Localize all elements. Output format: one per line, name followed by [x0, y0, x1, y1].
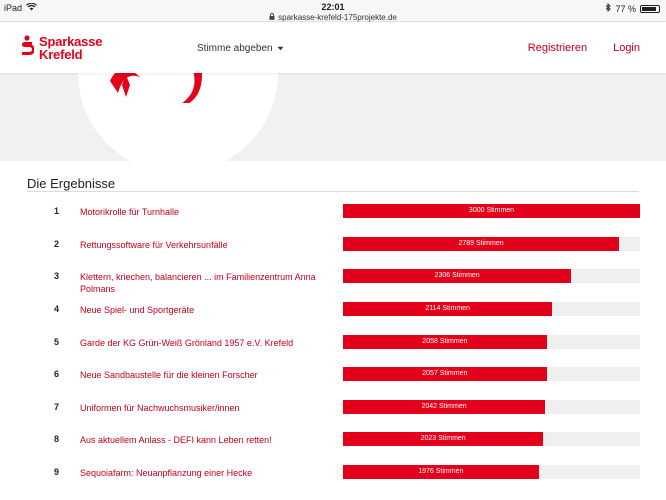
result-title-link[interactable]: Garde der KG Grün-Weiß Grönland 1957 e.V. Krefeld: [80, 338, 294, 348]
hero-banner: [0, 73, 666, 161]
result-rank: 2: [54, 239, 60, 249]
result-row: [0, 228, 666, 260]
status-bar: [0, 0, 666, 22]
result-title-link[interactable]: Uniformen für Nachwuchsmusiker/innen: [80, 403, 240, 413]
vote-count-label: 2306 Stimmen: [434, 272, 480, 279]
lock-icon: [269, 13, 275, 22]
result-title-link[interactable]: Neue Spiel- und Sportgeräte: [80, 305, 195, 315]
result-row: [0, 293, 666, 325]
result-row: [0, 260, 666, 292]
sparkasse-s-icon: [20, 35, 34, 57]
address-bar[interactable]: [0, 13, 666, 22]
vote-bar: [343, 432, 640, 446]
result-rank: 4: [54, 304, 60, 314]
result-rank: 3: [54, 271, 60, 281]
result-rank: 1: [54, 206, 60, 216]
hero-logo-graphic: [110, 73, 220, 103]
vote-menu[interactable]: [197, 43, 284, 54]
vote-count-label: 2023 Stimmen: [420, 435, 466, 442]
result-row: [0, 358, 666, 390]
result-title-link[interactable]: Neue Sandbaustelle für die kleinen Forscher: [80, 370, 258, 380]
result-row: [0, 456, 666, 488]
device-label: iPad: [4, 3, 23, 13]
vote-menu-label: Stimme abgeben: [197, 43, 273, 54]
result-title-link[interactable]: Motorikrolle für Turnhalle: [80, 207, 180, 217]
battery-percent: 77 %: [615, 3, 636, 14]
vote-bar: [343, 367, 640, 381]
vote-count-label: 2042 Stimmen: [421, 403, 467, 410]
account-links: [528, 42, 640, 54]
status-right: [605, 3, 660, 14]
result-row: [0, 423, 666, 455]
result-row: [0, 326, 666, 358]
result-rank: 9: [54, 467, 60, 477]
logo-line-2: Krefeld: [39, 47, 83, 62]
vote-count-label: 2789 Stimmen: [458, 240, 504, 247]
vote-bar: [343, 335, 640, 349]
divider: [27, 191, 639, 192]
bluetooth-icon: [605, 3, 611, 14]
result-row: [0, 391, 666, 423]
logo-line-1: Sparkasse: [39, 34, 103, 49]
vote-count-label: 1976 Stimmen: [418, 468, 464, 475]
result-row: [0, 195, 666, 227]
url-text: sparkasse-krefeld-175projekte.de: [278, 13, 397, 22]
results-heading: Die Ergebnisse: [27, 176, 116, 191]
result-rank: 6: [54, 369, 60, 379]
vote-count-label: 2058 Stimmen: [422, 338, 468, 345]
vote-bar: [343, 465, 640, 479]
vote-bar: [343, 400, 640, 414]
vote-bar: [343, 237, 640, 251]
result-rank: 7: [54, 402, 60, 412]
result-title-link[interactable]: Sequoiafarm: Neuanpflanzung einer Hecke: [80, 468, 253, 478]
register-link[interactable]: Registrieren: [527, 42, 588, 54]
caret-down-icon: [277, 43, 284, 54]
logo-text: [39, 35, 102, 61]
result-rank: 8: [54, 434, 60, 444]
result-title-link[interactable]: Rettungssoftware für Verkehrsunfälle: [80, 240, 228, 250]
vote-count-label: 2057 Stimmen: [422, 370, 468, 377]
vote-bar: [343, 204, 640, 218]
sparkasse-logo[interactable]: [20, 35, 102, 61]
vote-bar: [343, 269, 640, 283]
result-title-link[interactable]: Klettern, kriechen, balancieren ... im Familienzentrum Anna Polmans: [80, 272, 316, 294]
battery-icon: [640, 5, 660, 13]
result-title-link[interactable]: Aus aktuellem Anlass - DEFI kann Leben retten!: [80, 435, 272, 445]
login-link[interactable]: Login: [613, 42, 640, 54]
vote-bar: [343, 302, 640, 316]
result-rank: 5: [54, 337, 60, 347]
vote-count-label: 3000 Stimmen: [468, 207, 515, 214]
clock: 22:01: [321, 2, 345, 12]
top-navbar: [0, 23, 666, 73]
vote-count-label: 2114 Stimmen: [425, 305, 470, 312]
